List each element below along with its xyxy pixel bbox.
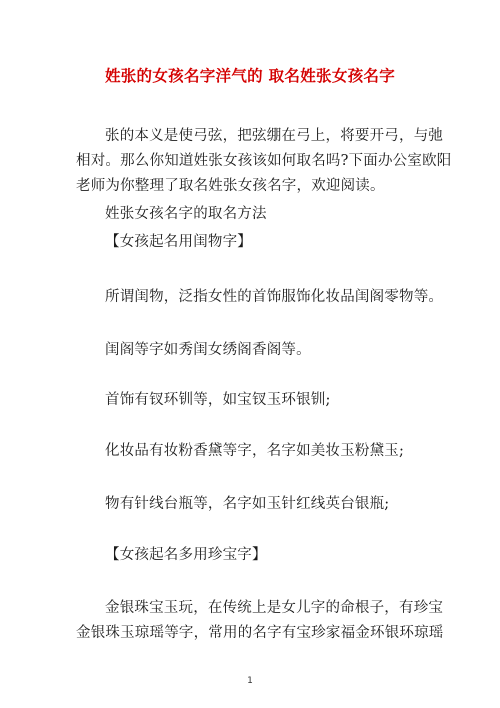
body-line-10: 物有针线台瓶等，名字如玉针红线英台银瓶; [105,496,390,512]
section-heading: 姓张女孩名字的取名方法 [105,206,267,222]
body-line-9: 化妆品有妆粉香黛等字，名字如美妆玉粉黛玉; [105,443,405,459]
body-line-12: 金银珠宝玉玩，在传统上是女儿字的命根子，有珍宝 [105,600,444,616]
body-line-1: 张的本义是使弓弦，把弦绷在弓上，将要开弓，与弛 [105,128,444,144]
body-line-6: 所谓闺物，泛指女性的首饰服饰化妆品闺阁零物等。 [105,289,444,305]
subsection-heading-2: 【女孩起名多用珍宝字】 [105,547,267,563]
body-line-8: 首饰有钗环钏等，如宝钗玉环银钏; [105,392,331,408]
body-line-2: 相对。那么你知道姓张女孩该如何取名吗?下面办公室欧阳 [76,153,452,169]
subsection-heading-1: 【女孩起名用闺物字】 [105,234,252,250]
body-line-7: 闺阁等字如秀闺女绣阁香阁等。 [105,342,311,358]
body-line-3: 老师为你整理了取名姓张女孩名字，欢迎阅读。 [76,178,385,194]
body-line-13: 金银珠玉琼瑶等字，常用的名字有宝珍家福金环银环琼瑶 [76,625,444,641]
page-number: 1 [247,676,253,686]
document-title: 姓张的女孩名字洋气的 取名姓张女孩名字 [104,67,396,85]
